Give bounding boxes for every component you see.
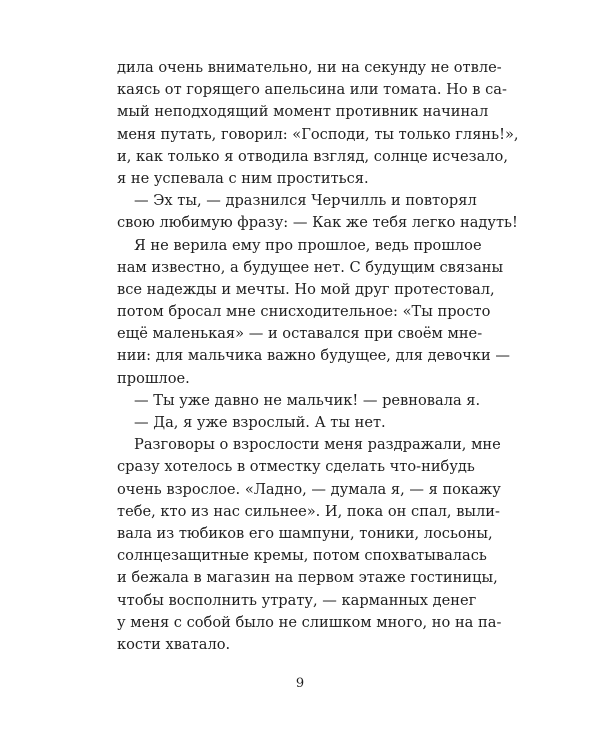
- text-line: мый неподходящий момент противник начинал: [117, 103, 489, 121]
- text-line: Я не верила ему про прошлое, ведь прошлое: [134, 236, 482, 254]
- text-line: каясь от горящего апельсина или томата. Но в са-: [117, 81, 507, 99]
- text-line: нам известно, а будущее нет. С будущим связаны: [117, 258, 504, 276]
- text-line: — Ты уже давно не мальчик! — ревновала я.: [134, 391, 481, 409]
- text-line: прошлое.: [117, 369, 190, 387]
- text-line: и бежала в магазин на первом этаже гостиницы,: [117, 569, 498, 587]
- text-line: — Эх ты, — дразнился Черчилль и повторял: [134, 192, 477, 210]
- text-line: нии: для мальчика важно будущее, для девочки —: [117, 347, 510, 365]
- text-line: свою любимую фразу: — Как же тебя легко надуть!: [117, 214, 518, 232]
- page-number: 9: [295, 676, 305, 691]
- text-line: все надежды и мечты. Но мой друг протестовал,: [117, 280, 495, 298]
- text-line: ещё маленькая» — и оставался при своём мне-: [117, 325, 483, 343]
- text-line: очень взрослое. «Ладно, — думала я, — я покажу: [117, 480, 501, 498]
- body-text: [117, 57, 519, 656]
- text-line: солнцезащитные кремы, потом спохватывалась: [117, 547, 487, 565]
- text-line: дила очень внимательно, ни на секунду не отвле-: [117, 59, 502, 76]
- text-line: — Да, я уже взрослый. А ты нет.: [134, 414, 386, 431]
- text-line: потом бросал мне снисходительное: «Ты просто: [117, 303, 491, 321]
- text-line: Разговоры о взрослости меня раздражали, мне: [134, 436, 501, 454]
- text-line: сразу хотелось в отместку сделать что-нибудь: [117, 458, 475, 476]
- text-line: вала из тюбиков его шампуни, тоники, лосьоны,: [117, 524, 493, 542]
- text-line: меня путать, говорил: «Господи, ты только глянь!»,: [117, 125, 519, 143]
- text-line: чтобы восполнить утрату, — карманных денег: [117, 591, 477, 609]
- text-line: тебе, кто из нас сильнее». И, пока он спал, выли-: [117, 502, 500, 520]
- text-line: я не успевала с ним проститься.: [117, 169, 369, 187]
- text-line: у меня с собой было не слишком много, но на па-: [117, 613, 502, 631]
- text-line: кости хватало.: [117, 635, 231, 653]
- text-line: и, как только я отводила взгляд, солнце исчезало,: [117, 147, 508, 165]
